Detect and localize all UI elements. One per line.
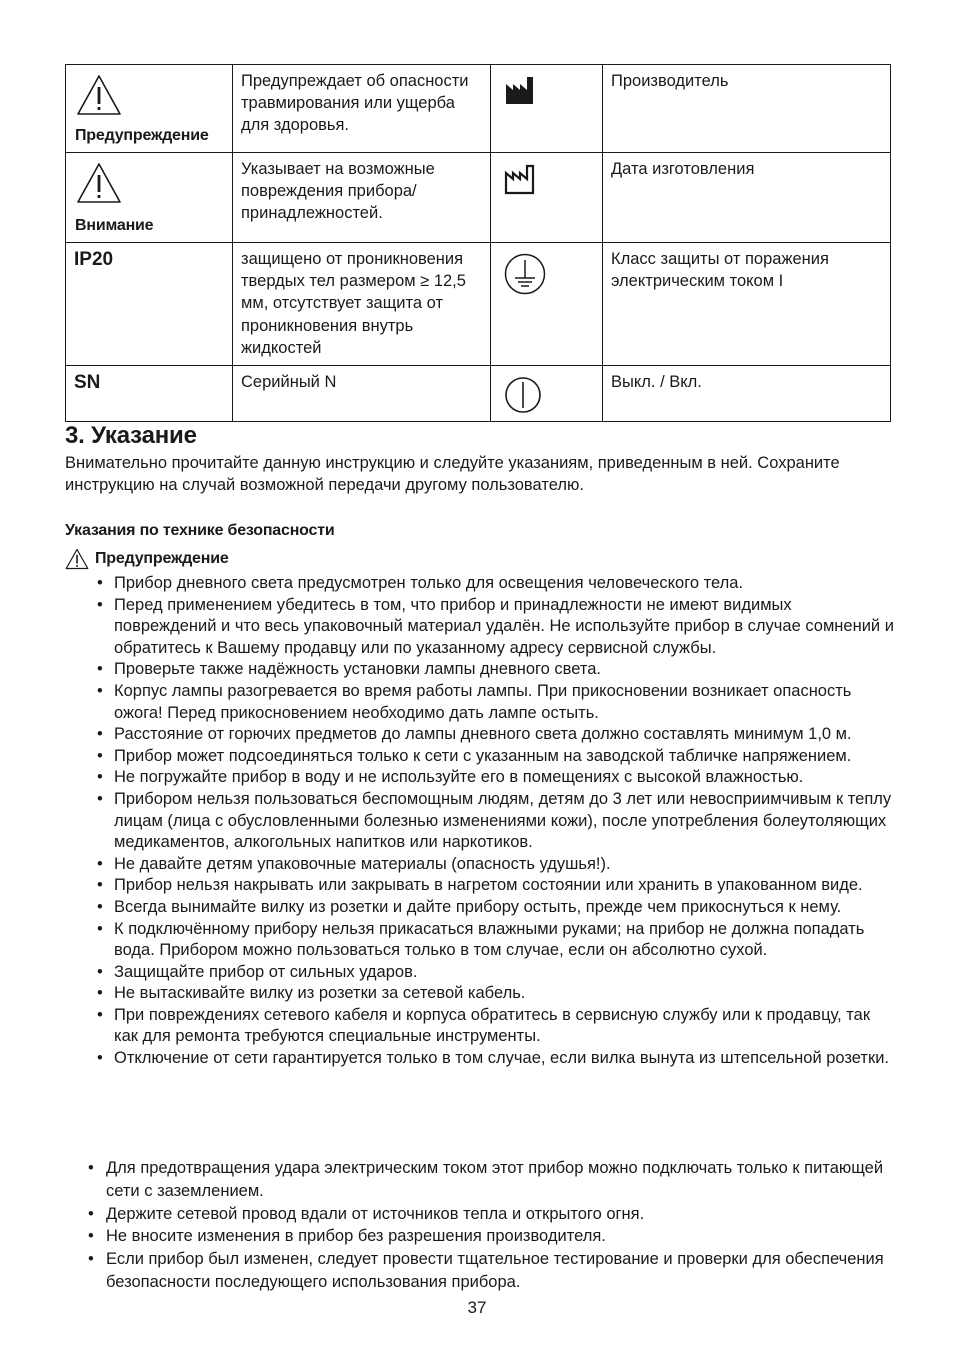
warning-triangle-icon <box>76 162 122 204</box>
symbol-icon-cell <box>491 366 603 422</box>
symbol-description: Серийный N <box>233 366 491 422</box>
list-item: • Проверьте также надёжность установки лампы дневного света. <box>96 659 896 681</box>
list-item: • Прибор дневного света предусмотрен только для освещения человеческого тела. <box>96 573 896 595</box>
symbol-label: Внимание <box>75 216 154 234</box>
safety-subheading: Указания по технике безопасности <box>65 522 335 539</box>
symbol-label-cell <box>66 153 233 243</box>
manufacture-date-icon <box>503 162 537 196</box>
list-item: • Защищайте прибор от сильных ударов. <box>96 962 896 984</box>
symbol-meaning: Производитель <box>603 65 891 153</box>
warning-label: Предупреждение <box>95 550 229 567</box>
intro-paragraph: Внимательно прочитайте данную инструкцию и следуйте указаниям, приведенным в ней. Сохраните инструкцию на случай возможной передачи другому пользователю. <box>65 454 840 495</box>
list-item: • Всегда вынимайте вилку из розетки и дайте прибору остыть, прежде чем прикоснуться к нему. <box>96 897 896 919</box>
symbol-label: SN <box>74 372 101 394</box>
warning-heading <box>65 548 229 570</box>
symbol-label-cell <box>66 366 233 422</box>
symbols-table <box>65 64 891 422</box>
manufacturer-icon <box>503 74 537 106</box>
symbol-label-cell <box>66 65 233 153</box>
power-on-off-icon <box>503 375 543 415</box>
symbol-description: Предупреждает об опасности травмирования или ущерба для здоровья. <box>233 65 491 153</box>
list-item: • К подключённому прибору нельзя прикасаться влажными руками; на прибор не должна попадать вода. Прибором можно пользоваться только в том случае, если он абсолютно сухой. <box>96 919 896 962</box>
list-item: • Держите сетевой провод вдали от источников тепла и открытого огня. <box>88 1203 896 1226</box>
warning-triangle-icon <box>65 548 89 570</box>
symbol-label: Предупреждение <box>75 126 209 144</box>
list-item: • Для предотвращения удара электрическим током этот прибор можно подключать только к питающей сети с заземлением. <box>88 1157 896 1203</box>
table-row <box>66 153 891 243</box>
list-item: • Если прибор был изменен, следует провести тщательное тестирование и проверки для обеспечения безопасности последующего использования прибора. <box>88 1248 896 1294</box>
list-item: • Перед применением убедитесь в том, что прибор и принадлежности не имеют видимых повреждений и что весь упаковочный материал удалён. Не используйте прибор в случае сомнений и обратитесь к Вашему продавцу или по указанному адресу сервисной службы. <box>96 595 896 660</box>
symbol-meaning: Класс защиты от поражения электрическим током I <box>603 243 891 366</box>
table-row <box>66 65 891 153</box>
warning-triangle-icon <box>76 74 122 116</box>
symbol-icon-cell <box>491 153 603 243</box>
symbol-description: Указывает на возможные повреждения прибора/ принадлежностей. <box>233 153 491 243</box>
list-item: • Не давайте детям упаковочные материалы (опасность удушья!). <box>96 854 896 876</box>
list-item: • Прибором нельзя пользоваться беспомощным людям, детям до 3 лет или невосприимчивым к теплу лицам (лица с обусловленными болезнью изменениями кожи), после употребления болеутоляющих медикаментов, алкогольных напитков или наркотиков. <box>96 789 896 854</box>
symbol-label: IP20 <box>74 249 114 270</box>
section-title: 3. Указание <box>65 422 197 449</box>
list-item: • Прибор нельзя накрывать или закрывать в нагретом состоянии или хранить в упакованном виде. <box>96 875 896 897</box>
list-item: • Не вносите изменения в прибор без разрешения производителя. <box>88 1225 896 1248</box>
symbol-icon-cell <box>491 65 603 153</box>
list-item: • Расстояние от горючих предметов до лампы дневного света должно составлять минимум 1,0 м. <box>96 724 896 746</box>
list-item: • Не погружайте прибор в воду и не используйте его в помещениях с высокой влажностью. <box>96 767 896 789</box>
symbol-meaning: Дата изготовления <box>603 153 891 243</box>
protective-earth-icon <box>503 252 547 296</box>
page-number: 37 <box>467 1298 487 1317</box>
table-row <box>66 366 891 422</box>
list-item: • Прибор может подсоединяться только к сети с указанным на заводской табличке напряжением. <box>96 746 896 768</box>
symbol-meaning: Выкл. / Вкл. <box>603 366 891 422</box>
list-item: • Отключение от сети гарантируется только в том случае, если вилка вынута из штепсельной розетки. <box>96 1048 896 1070</box>
symbol-label-cell <box>66 243 233 366</box>
symbol-description: защищено от проникновения твердых тел размером ≥ 12,5 мм, отсутствует защита от проникновения внутрь жидкостей <box>233 243 491 366</box>
table-row <box>66 243 891 366</box>
list-item: • Корпус лампы разогревается во время работы лампы. При прикосновении возникает опасность ожога! Перед прикосновением необходимо дать лампе остыть. <box>96 681 896 724</box>
symbol-icon-cell <box>491 243 603 366</box>
list-item: • При повреждениях сетевого кабеля и корпуса обратитесь в сервисную службу или к продавцу, так как для ремонта требуются специальные инструменты. <box>96 1005 896 1048</box>
safety-list-continued <box>88 1157 896 1294</box>
safety-list <box>96 573 896 1070</box>
list-item: • Не вытаскивайте вилку из розетки за сетевой кабель. <box>96 983 896 1005</box>
